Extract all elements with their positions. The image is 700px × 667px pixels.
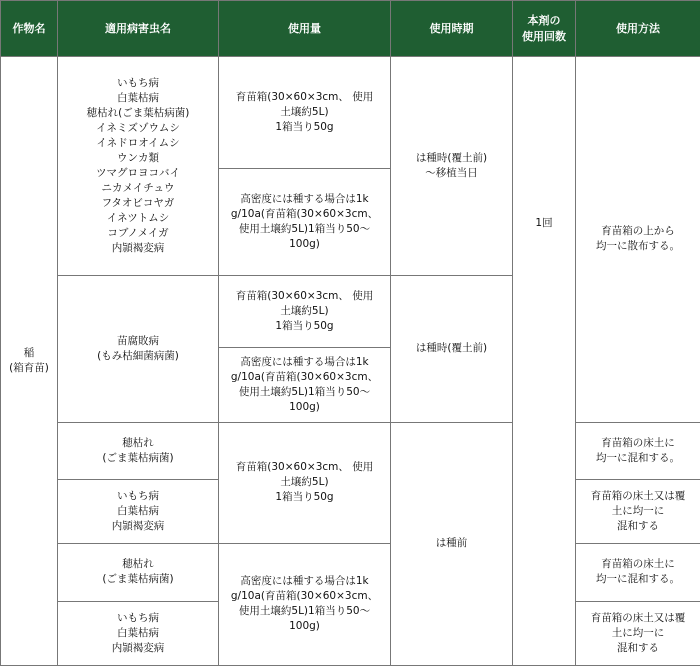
method-cell: 育苗箱の床土又は覆 土に均一に 混和する (576, 601, 700, 665)
timing-cell: は種時(覆土前) (391, 276, 513, 422)
header-amount: 使用量 (219, 1, 391, 57)
crop-cell: 稲 (箱育苗) (1, 57, 58, 666)
timing-cell: は種時(覆土前) ～移植当日 (391, 57, 513, 276)
table-row (1, 543, 700, 601)
method-cell: 育苗箱の床土又は覆 土に均一に 混和する (576, 479, 700, 543)
count-value: 1回 (535, 217, 553, 230)
pest-cell: 穂枯れ (ごま葉枯病菌) (58, 422, 219, 479)
amount-cell: 高密度には種する場合は1k g/10a(育苗箱(30×60×3cm、 使用土壌約5L)1箱当り50～ 100g) (219, 348, 391, 422)
method-cell: 育苗箱の上から 均一に散布する。 (576, 57, 700, 423)
count-cell (513, 57, 576, 666)
pest-cell: 穂枯れ (ごま葉枯病菌) (58, 543, 219, 601)
header-timing: 使用時期 (391, 1, 513, 57)
header-count: 本剤の 使用回数 (513, 1, 576, 57)
amount-cell: 高密度には種する場合は1k g/10a(育苗箱(30×60×3cm、 使用土壌約5L)1箱当り50～ 100g) (219, 169, 391, 276)
pest-cell: 苗腐敗病 (もみ枯細菌病菌) (58, 276, 219, 422)
pest-cell: いもち病 白葉枯病 内頴褐変病 (58, 601, 219, 665)
method-cell: 育苗箱の床土に 均一に混和する。 (576, 422, 700, 479)
amount-cell: 育苗箱(30×60×3cm、 使用 土壌約5L) 1箱当り50g (219, 57, 391, 169)
table-row (1, 422, 700, 479)
amount-cell: 高密度には種する場合は1k g/10a(育苗箱(30×60×3cm、 使用土壌約5L)1箱当り50～ 100g) (219, 543, 391, 665)
header-row (1, 1, 700, 57)
pest-cell: いもち病 白葉枯病 内頴褐変病 (58, 479, 219, 543)
pest-cell: いもち病 白葉枯病 穂枯れ(ごま葉枯病菌) イネミズゾウムシ イネドロオイムシ ウンカ類 ツマグロヨコバイ ニカメイチュウ フタオビコヤガ イネツトムシ コブノメイガ 内頴褐変病 (58, 57, 219, 276)
header-crop: 作物名 (1, 1, 58, 57)
method-cell: 育苗箱の床土に 均一に混和する。 (576, 543, 700, 601)
header-method: 使用方法 (576, 1, 700, 57)
header-pest: 適用病害虫名 (58, 1, 219, 57)
timing-cell: は種前 (391, 422, 513, 665)
amount-cell: 育苗箱(30×60×3cm、 使用 土壌約5L) 1箱当り50g (219, 276, 391, 348)
amount-cell: 育苗箱(30×60×3cm、 使用 土壌約5L) 1箱当り50g (219, 422, 391, 543)
table-row (1, 57, 700, 169)
